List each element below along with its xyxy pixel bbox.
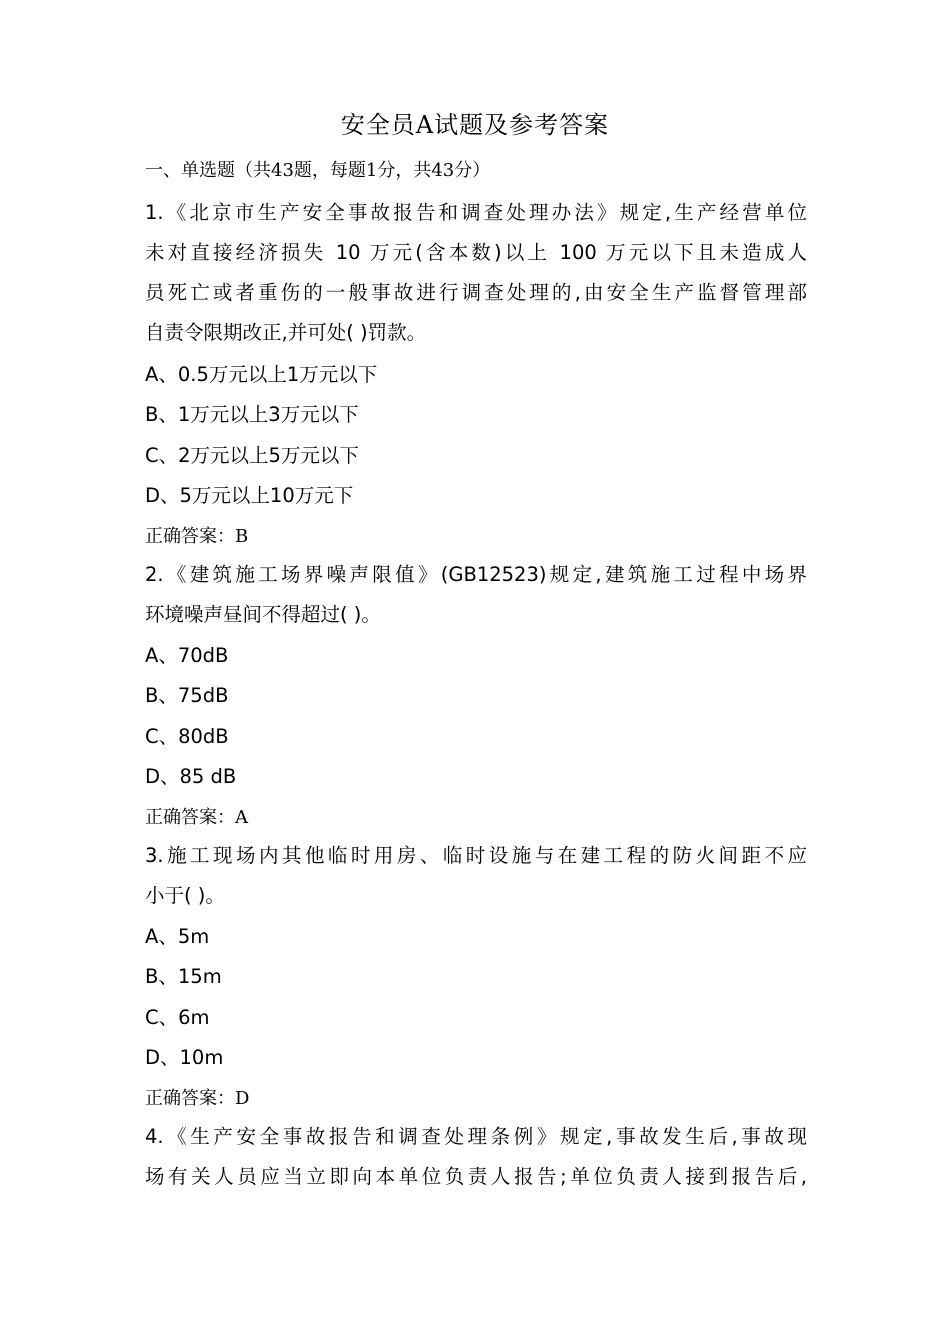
question-3-option-c: C、6m xyxy=(145,1006,210,1029)
question-3-option-b: B、15m xyxy=(145,965,222,988)
question-1-option-b: B、1万元以上3万元以下 xyxy=(145,403,359,426)
question-1-answer: 正确答案：B xyxy=(145,526,249,547)
question-1-option-d: D、5万元以上10万元下 xyxy=(145,484,354,507)
question-1-text-line-2: 未对直接经济损失 10 万元(含本数)以上 100 万元以下且未造成人 xyxy=(145,241,807,264)
question-3-text-line-2: 小于( )。 xyxy=(145,884,225,907)
question-3-text-line-1: 3.施工现场内其他临时用房、临时设施与在建工程的防火间距不应 xyxy=(145,844,807,867)
question-1-option-a: A、0.5万元以上1万元以下 xyxy=(145,363,378,386)
question-1-text-line-1: 1.《北京市生产安全事故报告和调查处理办法》规定,生产经营单位 xyxy=(145,201,807,224)
question-1-text-line-4: 自责令限期改正,并可处( )罚款。 xyxy=(145,321,427,344)
document-title: 安全员A试题及参考答案 xyxy=(340,111,610,139)
question-4-text-line-1: 4.《生产安全事故报告和调查处理条例》规定,事故发生后,事故现 xyxy=(145,1125,807,1148)
question-2-option-d: D、85 dB xyxy=(145,765,237,788)
question-3-option-d: D、10m xyxy=(145,1046,224,1069)
question-3-option-a: A、5m xyxy=(145,925,210,948)
question-2-text-line-1: 2.《建筑施工场界噪声限值》(GB12523)规定,建筑施工过程中场界 xyxy=(145,563,807,586)
question-3-answer: 正确答案：D xyxy=(145,1088,250,1109)
question-4-text-line-2: 场有关人员应当立即向本单位负责人报告;单位负责人接到报告后, xyxy=(145,1165,807,1188)
question-1-option-c: C、2万元以上5万元以下 xyxy=(145,444,359,467)
question-2-option-b: B、75dB xyxy=(145,684,229,707)
question-2-option-a: A、70dB xyxy=(145,644,229,667)
question-1-text-line-3: 员死亡或者重伤的一般事故进行调查处理的,由安全生产监督管理部 xyxy=(145,281,807,304)
question-2-text-line-2: 环境噪声昼间不得超过( )。 xyxy=(145,603,381,626)
section-heading: 一、单选题（共43题，每题1分，共43分） xyxy=(145,160,491,181)
question-2-answer: 正确答案：A xyxy=(145,807,248,828)
question-2-option-c: C、80dB xyxy=(145,725,229,748)
